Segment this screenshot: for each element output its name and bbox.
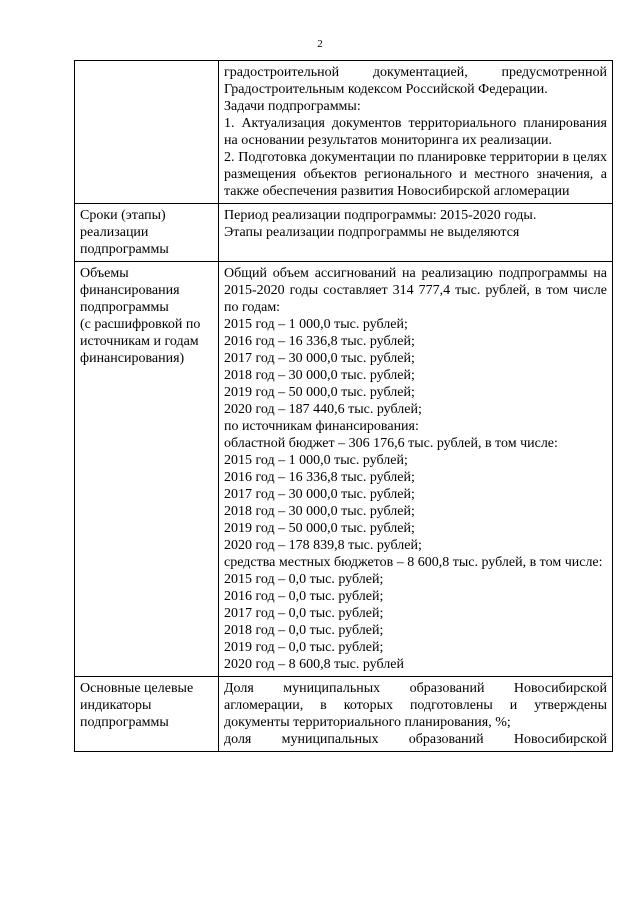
row-label-line: подпрограммы xyxy=(80,300,169,315)
row-label-line: Объемы xyxy=(80,266,129,281)
row-label-line: Сроки (этапы) xyxy=(80,208,166,223)
row-label-line: реализации xyxy=(80,225,149,240)
content-paragraph: 2017 год – 0,0 тыс. рублей; xyxy=(224,606,384,621)
content-paragraph: 2016 год – 16 336,8 тыс. рублей; xyxy=(224,470,415,485)
content-paragraph: 2016 год – 0,0 тыс. рублей; xyxy=(224,589,384,604)
content-paragraph: 2018 год – 30 000,0 тыс. рублей; xyxy=(224,368,415,383)
row-label-line: финансирования) xyxy=(80,351,185,366)
content-paragraph: Задачи подпрограммы: xyxy=(224,99,361,114)
row-content-cell xyxy=(219,204,613,262)
row-content-cell xyxy=(219,262,613,677)
row-label-line: подпрограммы xyxy=(80,242,169,257)
content-paragraph: 2019 год – 0,0 тыс. рублей; xyxy=(224,640,384,655)
content-paragraph: 2020 год – 187 440,6 тыс. рублей; xyxy=(224,402,422,417)
content-paragraph: Общий объем ассигнований на реализацию подпрограммы на 2015-2020 годы составляет 314 777,4 тыс. рублей, в том числе по годам: xyxy=(224,266,607,315)
content-paragraph: 2018 год – 30 000,0 тыс. рублей; xyxy=(224,504,415,519)
row-label-line: финансирования xyxy=(80,283,180,298)
content-paragraph: 2017 год – 30 000,0 тыс. рублей; xyxy=(224,351,415,366)
content-paragraph: областной бюджет – 306 176,6 тыс. рублей, в том числе: xyxy=(224,436,558,451)
goal-continuation-row xyxy=(75,61,613,204)
row-label-line: источникам и годам xyxy=(80,334,199,349)
row-label-line: (с расшифровкой по xyxy=(80,317,201,332)
content-paragraph: Период реализации подпрограммы: 2015-2020 годы. xyxy=(224,208,537,223)
row-label-cell xyxy=(75,262,219,677)
row-content-cell xyxy=(219,677,613,752)
content-paragraph: 2. Подготовка документации по планировке территории в целях размещения объектов регионального и местного значения, а также обеспечения развития Новосибирской агломерации xyxy=(224,150,607,199)
content-paragraph: градостроительной документацией, предусмотренной Градостроительным кодексом Российской Федерации. xyxy=(224,65,607,97)
row-label-line: подпрограммы xyxy=(80,715,169,730)
page-number: 2 xyxy=(317,38,323,50)
timeline-row xyxy=(75,204,613,262)
row-label-line: Основные целевые xyxy=(80,681,194,696)
content-paragraph: 2020 год – 178 839,8 тыс. рублей; xyxy=(224,538,422,553)
content-paragraph: 2015 год – 0,0 тыс. рублей; xyxy=(224,572,384,587)
content-paragraph: 1. Актуализация документов территориального планирования на основании результатов мониторинга их реализации. xyxy=(224,116,607,148)
row-label-line: индикаторы xyxy=(80,698,152,713)
content-paragraph: 2020 год – 8 600,8 тыс. рублей xyxy=(224,657,404,672)
content-paragraph: 2017 год – 30 000,0 тыс. рублей; xyxy=(224,487,415,502)
row-label-cell xyxy=(75,61,219,204)
content-paragraph: 2018 год – 0,0 тыс. рублей; xyxy=(224,623,384,638)
content-paragraph: по источникам финансирования: xyxy=(224,419,419,434)
content-paragraph: 2015 год – 1 000,0 тыс. рублей; xyxy=(224,317,408,332)
row-content-cell xyxy=(219,61,613,204)
content-paragraph: 2019 год – 50 000,0 тыс. рублей; xyxy=(224,385,415,400)
content-paragraph: Этапы реализации подпрограммы не выделяются xyxy=(224,225,520,240)
content-paragraph: доля муниципальных образований Новосибирской xyxy=(224,732,607,747)
content-paragraph: 2019 год – 50 000,0 тыс. рублей; xyxy=(224,521,415,536)
content-paragraph: 2016 год – 16 336,8 тыс. рублей; xyxy=(224,334,415,349)
content-paragraph: 2015 год – 1 000,0 тыс. рублей; xyxy=(224,453,408,468)
content-paragraph: средства местных бюджетов – 8 600,8 тыс. рублей, в том числе: xyxy=(224,555,603,570)
funding-row xyxy=(75,262,613,677)
row-label-cell xyxy=(75,677,219,752)
subprogram-passport-table xyxy=(74,60,613,752)
indicators-row xyxy=(75,677,613,752)
row-label-cell xyxy=(75,204,219,262)
content-paragraph: Доля муниципальных образований Новосибирской агломерации, в которых подготовлены и утверждены документы территориального планирования, %; xyxy=(224,681,607,730)
